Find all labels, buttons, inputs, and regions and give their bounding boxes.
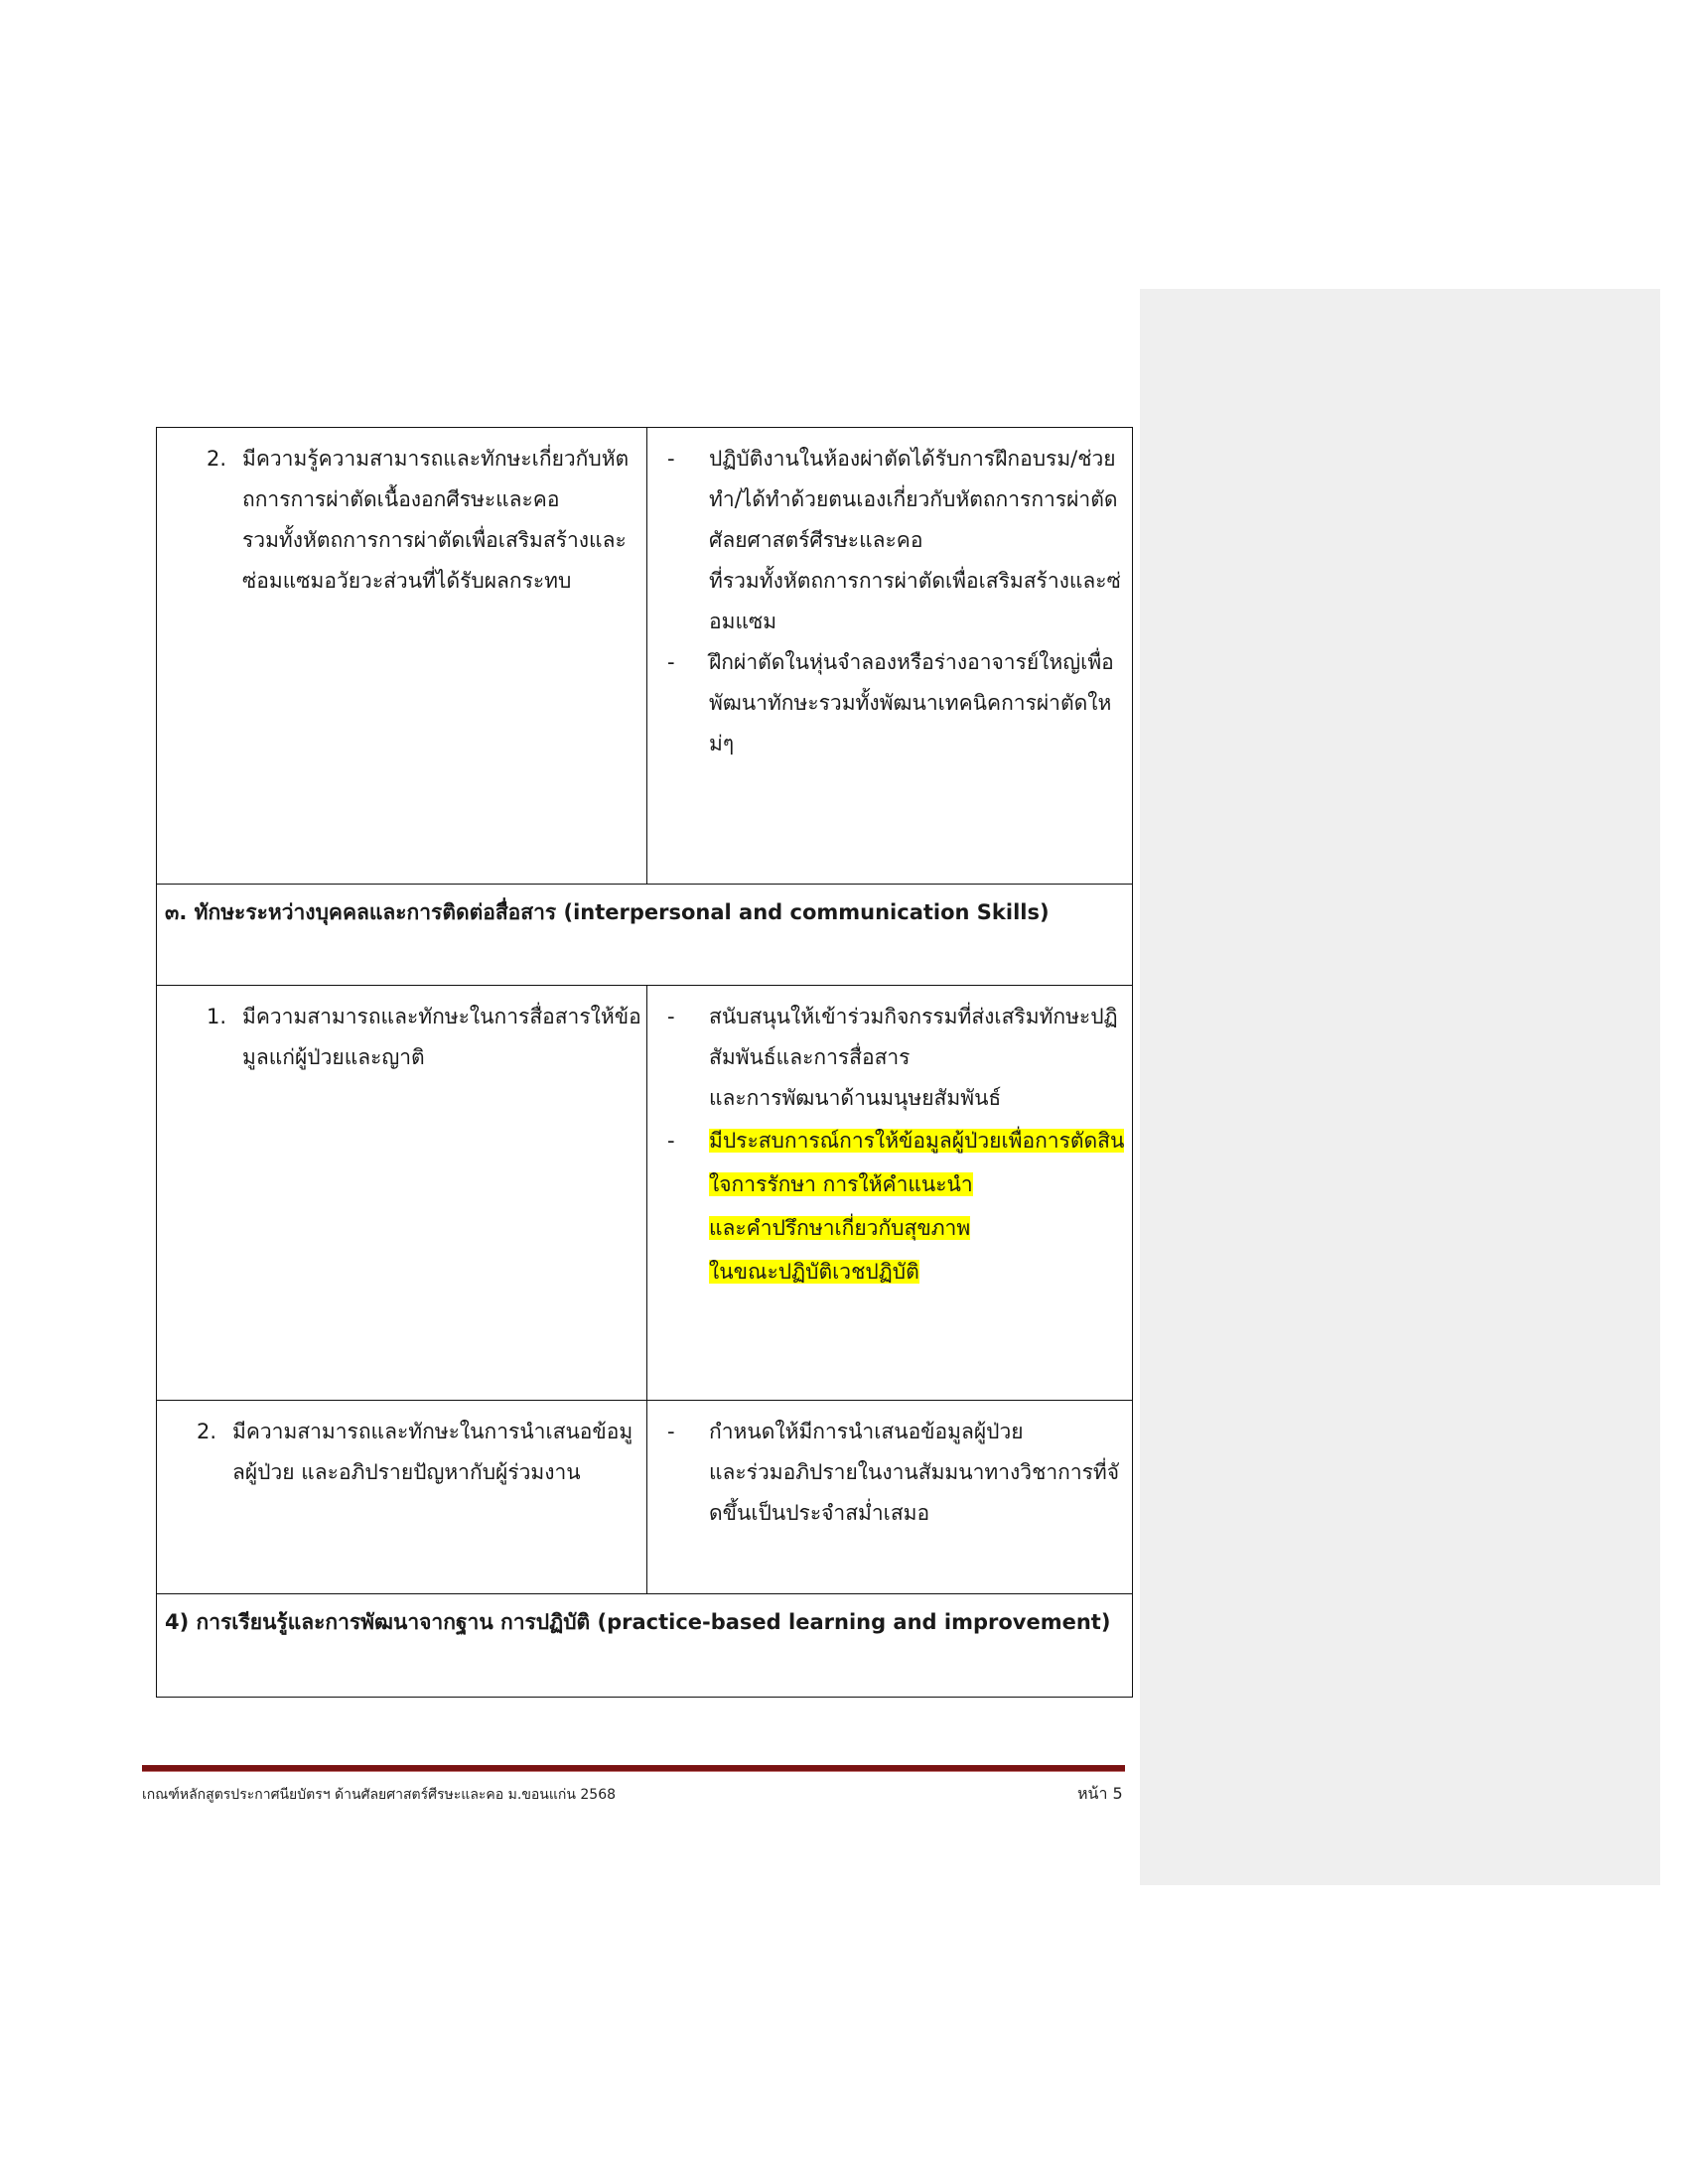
highlighted-text: ใจการรักษา การให้คำแนะนำ xyxy=(709,1172,973,1196)
bullet-line: อมแซม xyxy=(709,610,777,633)
bullet-list xyxy=(667,997,1126,1294)
bullet-item xyxy=(667,1412,1126,1534)
bullet-dash: - xyxy=(667,447,675,471)
section-heading-row xyxy=(157,1594,1132,1696)
table-row xyxy=(157,986,1132,1401)
bullet-list xyxy=(667,1412,1126,1534)
bullet-line: และการพัฒนาด้านมนุษยสัมพันธ์ xyxy=(709,1086,1002,1110)
item-line: ถการการผ่าตัดเนื้องอกศีรษะและคอ xyxy=(242,487,560,511)
bullet-dash: - xyxy=(667,1420,675,1443)
bullet-item-highlighted xyxy=(667,1119,1126,1294)
bullet-line: สัมพันธ์และการสื่อสาร xyxy=(709,1045,911,1069)
table-cell-objective xyxy=(157,986,647,1400)
item-line: ซ่อมแซมอวัยวะส่วนที่ได้รับผลกระทบ xyxy=(242,569,572,593)
table-cell-method xyxy=(647,986,1132,1400)
bullet-line: กำหนดให้มีการนำเสนอข้อมูลผู้ป่วย xyxy=(709,1420,1024,1443)
item-text xyxy=(232,1412,639,1493)
bullet-line: ม่ๆ xyxy=(709,732,735,755)
section-heading: 4) การเรียนรู้และการพัฒนาจากฐาน การปฏิบัติ (practice-based learning and improvement) xyxy=(165,1610,1111,1634)
bullet-line: ศัลยศาสตร์ศีรษะและคอ xyxy=(709,528,923,552)
item-line: มีความสามารถและทักษะในการนำเสนอข้อมู xyxy=(232,1420,633,1443)
bullet-dash: - xyxy=(667,650,675,674)
table-row xyxy=(157,1401,1132,1594)
bullet-line: ปฏิบัติงานในห้องผ่าตัดได้รับการฝึกอบรม/ช่วย xyxy=(709,447,1116,471)
table-row xyxy=(157,428,1132,885)
bullet-line: และร่วมอภิปรายในงานสัมมนาทางวิชาการที่จั xyxy=(709,1460,1120,1484)
table-cell-method xyxy=(647,428,1132,884)
bullet-dash: - xyxy=(667,1129,675,1153)
item-number: 2. xyxy=(197,1420,217,1443)
page-number: หน้า 5 xyxy=(1077,1784,1123,1803)
table-cell-objective xyxy=(157,1401,647,1593)
highlighted-text: มีประสบการณ์การให้ข้อมูลผู้ป่วยเพื่อการตัดสิน xyxy=(709,1129,1125,1153)
section-heading-row xyxy=(157,885,1132,986)
section-heading: ๓. ทักษะระหว่างบุคคลและการติดต่อสื่อสาร (interpersonal and communication Skills) xyxy=(165,900,1050,924)
footer-rule xyxy=(142,1765,1125,1772)
item-number: 2. xyxy=(207,447,227,471)
document-table xyxy=(156,427,1133,1698)
item-number: 1. xyxy=(207,1005,227,1028)
bullet-line: ฝึกผ่าตัดในหุ่นจำลองหรือร่างอาจารย์ใหญ่เพื่อ xyxy=(709,650,1114,674)
item-line: ลผู้ป่วย และอภิปรายปัญหากับผู้ร่วมงาน xyxy=(232,1460,581,1484)
bullet-line: สนับสนุนให้เข้าร่วมกิจกรรมที่ส่งเสริมทักษะปฏิ xyxy=(709,1005,1118,1028)
table-cell-method xyxy=(647,1401,1132,1593)
highlighted-text: และคำปรึกษาเกี่ยวกับสุขภาพ xyxy=(709,1216,971,1240)
item-line: มีความสามารถและทักษะในการสื่อสารให้ข้อ xyxy=(242,1005,641,1028)
bullet-item xyxy=(667,997,1126,1119)
item-line: มูลแก่ผู้ป่วยและญาติ xyxy=(242,1045,425,1069)
item-line: มีความรู้ความสามารถและทักษะเกี่ยวกับหัต xyxy=(242,447,630,471)
highlighted-text: ในขณะปฏิบัติเวชปฏิบัติ xyxy=(709,1260,919,1284)
table-cell-objective xyxy=(157,428,647,884)
item-text xyxy=(242,439,649,602)
footer-title: เกณฑ์หลักสูตรประกาศนียบัตรฯ ด้านศัลยศาสตร์ศีรษะและคอ ม.ขอนแก่น 2568 xyxy=(142,1787,617,1803)
bullet-item xyxy=(667,439,1126,642)
bullet-line: พัฒนาทักษะรวมทั้งพัฒนาเทคนิคการผ่าตัดให xyxy=(709,691,1112,715)
item-text xyxy=(242,997,649,1078)
comment-pane xyxy=(1140,289,1660,1885)
bullet-line: ดขึ้นเป็นประจำสม่ำเสมอ xyxy=(709,1501,930,1525)
bullet-item xyxy=(667,642,1126,764)
bullet-line: ทำ/ได้ทำด้วยตนเองเกี่ยวกับหัตถการการผ่าตัด xyxy=(709,487,1118,511)
bullet-dash: - xyxy=(667,1005,675,1028)
bullet-line: ที่รวมทั้งหัตถการการผ่าตัดเพื่อเสริมสร้างและซ่ xyxy=(709,569,1121,593)
bullet-list xyxy=(667,439,1126,764)
item-line: รวมทั้งหัตถการการผ่าตัดเพื่อเสริมสร้างและ xyxy=(242,528,627,552)
